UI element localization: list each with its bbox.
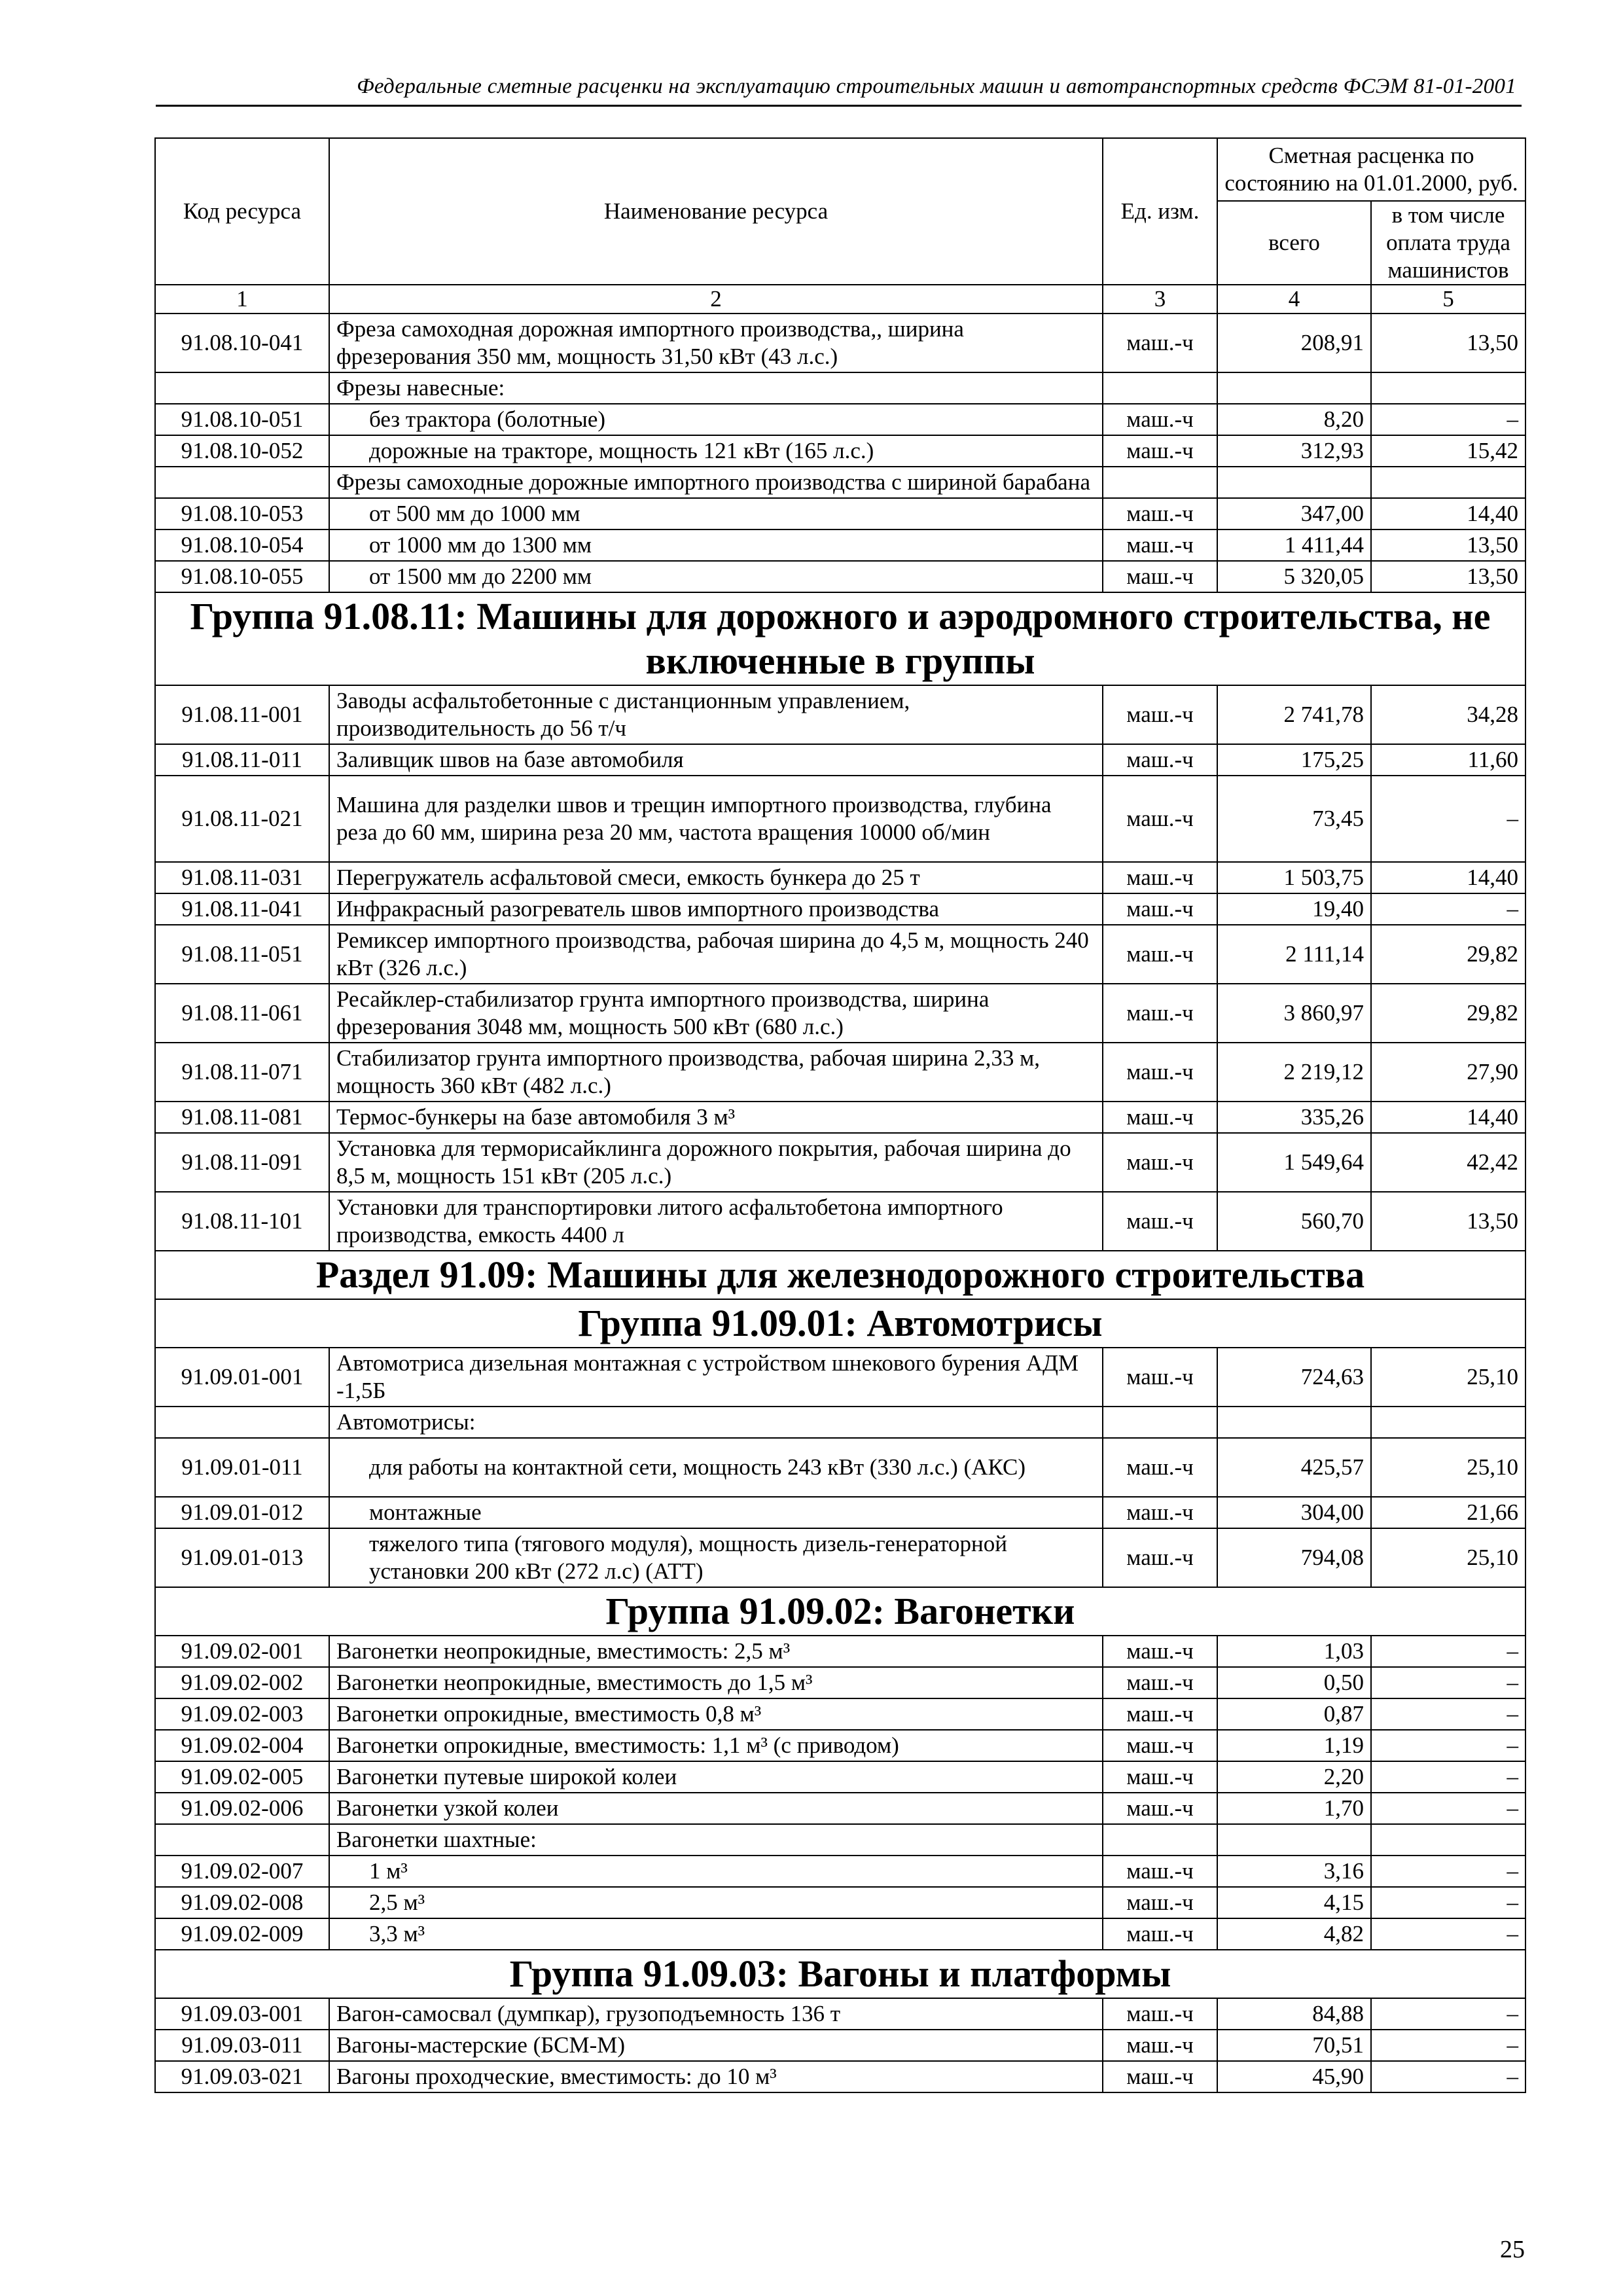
resource-code <box>155 1407 329 1438</box>
resource-code: 91.09.02-009 <box>155 1918 329 1950</box>
resource-code: 91.08.11-041 <box>155 893 329 925</box>
price-total: 312,93 <box>1217 435 1371 467</box>
resource-name: Вагонетки опрокидные, вместимость: 1,1 м³ (с приводом) <box>329 1730 1103 1761</box>
price-total: 2 111,14 <box>1217 925 1371 984</box>
price-labor: – <box>1371 1887 1525 1918</box>
resource-code: 91.09.03-001 <box>155 1998 329 2030</box>
resource-unit: маш.-ч <box>1103 1761 1217 1793</box>
price-labor: 13,50 <box>1371 529 1525 561</box>
resource-code: 91.09.02-006 <box>155 1793 329 1824</box>
table-row <box>155 498 1525 529</box>
price-labor: 34,28 <box>1371 685 1525 744</box>
resource-name: Установка для терморисайклинга дорожного покрытия, рабочая ширина до 8,5 м, мощность 151 кВт (205 л.с.) <box>329 1133 1103 1192</box>
price-labor: – <box>1371 893 1525 925</box>
price-total: 560,70 <box>1217 1192 1371 1251</box>
resource-unit: маш.-ч <box>1103 1438 1217 1497</box>
price-labor: – <box>1371 2030 1525 2061</box>
price-labor: 15,42 <box>1371 435 1525 467</box>
price-labor: 27,90 <box>1371 1043 1525 1102</box>
resource-unit <box>1103 1824 1217 1856</box>
table-row <box>155 893 1525 925</box>
table-row <box>155 529 1525 561</box>
resource-unit: маш.-ч <box>1103 1998 1217 2030</box>
price-labor: 13,50 <box>1371 1192 1525 1251</box>
price-labor: 13,50 <box>1371 561 1525 592</box>
resource-name: 3,3 м³ <box>329 1918 1103 1950</box>
column-number: 4 <box>1217 285 1371 314</box>
price-total: 1,70 <box>1217 1793 1371 1824</box>
resource-unit: маш.-ч <box>1103 498 1217 529</box>
price-labor: – <box>1371 404 1525 435</box>
group-heading: Группа 91.09.01: Автомотрисы <box>155 1299 1525 1348</box>
document-header-title: Федеральные сметные расценки на эксплуатацию строительных машин и автотранспортных средств ФСЭМ 81-01-2001 <box>357 75 1516 98</box>
resource-unit: маш.-ч <box>1103 1192 1217 1251</box>
resource-code <box>155 372 329 404</box>
header-price-group: Сметная расценка по состоянию на 01.01.2000, руб. <box>1217 138 1525 201</box>
group-heading: Раздел 91.09: Машины для железнодорожного строительства <box>155 1251 1525 1299</box>
price-labor: 11,60 <box>1371 744 1525 776</box>
group-heading-row <box>155 592 1525 685</box>
resource-unit: маш.-ч <box>1103 2061 1217 2092</box>
table-row <box>155 1998 1525 2030</box>
price-total <box>1217 1407 1371 1438</box>
resource-unit: маш.-ч <box>1103 561 1217 592</box>
table-row <box>155 1133 1525 1192</box>
price-total: 70,51 <box>1217 2030 1371 2061</box>
header-total: всего <box>1217 201 1371 285</box>
resource-code: 91.09.01-001 <box>155 1348 329 1407</box>
price-total: 4,15 <box>1217 1887 1371 1918</box>
table-row <box>155 314 1525 372</box>
resource-name: Инфракрасный разогреватель швов импортного производства <box>329 893 1103 925</box>
resource-unit: маш.-ч <box>1103 1636 1217 1667</box>
resource-name: Перегружатель асфальтовой смеси, емкость бункера до 25 т <box>329 862 1103 893</box>
price-labor: – <box>1371 1761 1525 1793</box>
table-row <box>155 404 1525 435</box>
resource-name: монтажные <box>329 1497 1103 1528</box>
header-name: Наименование ресурса <box>329 138 1103 285</box>
resource-name: 2,5 м³ <box>329 1887 1103 1918</box>
price-labor: 25,10 <box>1371 1348 1525 1407</box>
resource-unit: маш.-ч <box>1103 744 1217 776</box>
column-number: 1 <box>155 285 329 314</box>
table-row <box>155 1887 1525 1918</box>
header-code: Код ресурса <box>155 138 329 285</box>
price-total: 304,00 <box>1217 1497 1371 1528</box>
table-row <box>155 862 1525 893</box>
table-row <box>155 1043 1525 1102</box>
resource-code: 91.09.02-002 <box>155 1667 329 1698</box>
resource-name: от 500 мм до 1000 мм <box>329 498 1103 529</box>
price-total: 1,03 <box>1217 1636 1371 1667</box>
table-row <box>155 1667 1525 1698</box>
table-row <box>155 1918 1525 1950</box>
resource-code: 91.08.11-021 <box>155 776 329 862</box>
price-labor: – <box>1371 1998 1525 2030</box>
resource-unit <box>1103 1407 1217 1438</box>
price-total: 1 549,64 <box>1217 1133 1371 1192</box>
price-labor <box>1371 467 1525 498</box>
price-labor <box>1371 1407 1525 1438</box>
subheading-row <box>155 372 1525 404</box>
resource-code: 91.08.10-054 <box>155 529 329 561</box>
resource-unit: маш.-ч <box>1103 435 1217 467</box>
table-row <box>155 561 1525 592</box>
column-number: 5 <box>1371 285 1525 314</box>
price-labor: 29,82 <box>1371 984 1525 1043</box>
resource-unit: маш.-ч <box>1103 2030 1217 2061</box>
resource-code: 91.09.03-011 <box>155 2030 329 2061</box>
resource-name: Заводы асфальтобетонные с дистанционным управлением, производительность до 56 т/ч <box>329 685 1103 744</box>
table-row <box>155 1497 1525 1528</box>
resource-code: 91.08.10-041 <box>155 314 329 372</box>
price-total <box>1217 372 1371 404</box>
page-number: 25 <box>1500 2236 1525 2263</box>
resource-code: 91.09.01-012 <box>155 1497 329 1528</box>
price-labor: – <box>1371 776 1525 862</box>
resource-name: Ресайклер-стабилизатор грунта импортного производства, ширина фрезерования 3048 мм, мощность 500 кВт (680 л.с.) <box>329 984 1103 1043</box>
price-total: 8,20 <box>1217 404 1371 435</box>
price-labor: 42,42 <box>1371 1133 1525 1192</box>
resource-code: 91.08.11-031 <box>155 862 329 893</box>
price-labor: 25,10 <box>1371 1438 1525 1497</box>
resource-name: Вагоны-мастерские (БСМ-М) <box>329 2030 1103 2061</box>
resource-name: Вагонетки неопрокидные, вместимость до 1,5 м³ <box>329 1667 1103 1698</box>
resource-unit: маш.-ч <box>1103 1698 1217 1730</box>
resource-name: Ремиксер импортного производства, рабочая ширина до 4,5 м, мощность 240 кВт (326 л.с.) <box>329 925 1103 984</box>
price-labor: – <box>1371 2061 1525 2092</box>
table-row <box>155 1438 1525 1497</box>
resource-code: 91.09.02-005 <box>155 1761 329 1793</box>
resource-name: 1 м³ <box>329 1856 1103 1887</box>
group-heading-row <box>155 1950 1525 1998</box>
subheading-row <box>155 467 1525 498</box>
resource-name: Стабилизатор грунта импортного производства, рабочая ширина 2,33 м, мощность 360 кВт (482 л.с.) <box>329 1043 1103 1102</box>
header-rule <box>156 105 1522 107</box>
resource-name: Автомотриса дизельная монтажная с устройством шнекового бурения АДМ -1,5Б <box>329 1348 1103 1407</box>
price-total: 73,45 <box>1217 776 1371 862</box>
price-total: 425,57 <box>1217 1438 1371 1497</box>
resource-code: 91.08.11-061 <box>155 984 329 1043</box>
resource-name: Вагонетки неопрокидные, вместимость: 2,5 м³ <box>329 1636 1103 1667</box>
resource-unit: маш.-ч <box>1103 1856 1217 1887</box>
price-total: 2,20 <box>1217 1761 1371 1793</box>
table-row <box>155 984 1525 1043</box>
resource-code: 91.08.10-052 <box>155 435 329 467</box>
price-labor: – <box>1371 1698 1525 1730</box>
price-total: 2 741,78 <box>1217 685 1371 744</box>
resource-unit <box>1103 372 1217 404</box>
group-heading-row <box>155 1587 1525 1636</box>
resource-unit: маш.-ч <box>1103 925 1217 984</box>
price-labor: – <box>1371 1730 1525 1761</box>
price-total: 19,40 <box>1217 893 1371 925</box>
resource-name: Заливщик швов на базе автомобиля <box>329 744 1103 776</box>
rates-table <box>154 137 1526 2093</box>
resource-unit: маш.-ч <box>1103 776 1217 862</box>
table-row <box>155 744 1525 776</box>
resource-code: 91.08.11-001 <box>155 685 329 744</box>
resource-code: 91.08.11-091 <box>155 1133 329 1192</box>
group-heading: Группа 91.09.02: Вагонетки <box>155 1587 1525 1636</box>
price-labor: – <box>1371 1918 1525 1950</box>
table-header-row <box>155 138 1525 201</box>
group-heading-row <box>155 1251 1525 1299</box>
price-total: 0,87 <box>1217 1698 1371 1730</box>
price-total: 794,08 <box>1217 1528 1371 1587</box>
resource-unit: маш.-ч <box>1103 1528 1217 1587</box>
resource-name: Машина для разделки швов и трещин импортного производства, глубина реза до 60 мм, ширина реза 20 мм, частота вращения 10000 об/мин <box>329 776 1103 862</box>
column-number: 2 <box>329 285 1103 314</box>
price-labor: 14,40 <box>1371 1102 1525 1133</box>
price-labor: 14,40 <box>1371 862 1525 893</box>
resource-code: 91.09.02-001 <box>155 1636 329 1667</box>
table-row <box>155 1636 1525 1667</box>
resource-unit: маш.-ч <box>1103 1102 1217 1133</box>
resource-code: 91.09.02-003 <box>155 1698 329 1730</box>
price-total <box>1217 467 1371 498</box>
resource-name: Фрезы самоходные дорожные импортного производства с шириной барабана <box>329 467 1103 498</box>
resource-code: 91.09.03-021 <box>155 2061 329 2092</box>
column-number: 3 <box>1103 285 1217 314</box>
resource-code: 91.08.11-051 <box>155 925 329 984</box>
price-labor <box>1371 1824 1525 1856</box>
table-row <box>155 1856 1525 1887</box>
resource-unit: маш.-ч <box>1103 1918 1217 1950</box>
column-number-row <box>155 285 1525 314</box>
price-total: 208,91 <box>1217 314 1371 372</box>
table-row <box>155 776 1525 862</box>
resource-name: Автомотрисы: <box>329 1407 1103 1438</box>
resource-unit: маш.-ч <box>1103 1043 1217 1102</box>
price-total: 175,25 <box>1217 744 1371 776</box>
table-row <box>155 1348 1525 1407</box>
resource-unit: маш.-ч <box>1103 1730 1217 1761</box>
price-total: 347,00 <box>1217 498 1371 529</box>
price-total: 3,16 <box>1217 1856 1371 1887</box>
resource-name: дорожные на тракторе, мощность 121 кВт (165 л.с.) <box>329 435 1103 467</box>
group-heading: Группа 91.09.03: Вагоны и платформы <box>155 1950 1525 1998</box>
resource-name: без трактора (болотные) <box>329 404 1103 435</box>
table-row <box>155 435 1525 467</box>
group-heading-row <box>155 1299 1525 1348</box>
price-labor: – <box>1371 1667 1525 1698</box>
resource-name: Фреза самоходная дорожная импортного производства,, ширина фрезерования 350 мм, мощность 31,50 кВт (43 л.с.) <box>329 314 1103 372</box>
resource-unit <box>1103 467 1217 498</box>
table-row <box>155 1761 1525 1793</box>
resource-code: 91.08.11-081 <box>155 1102 329 1133</box>
table-row <box>155 925 1525 984</box>
resource-unit: маш.-ч <box>1103 984 1217 1043</box>
price-total: 3 860,97 <box>1217 984 1371 1043</box>
resource-name: от 1500 мм до 2200 мм <box>329 561 1103 592</box>
resource-unit: маш.-ч <box>1103 314 1217 372</box>
resource-unit: маш.-ч <box>1103 862 1217 893</box>
price-total: 1,19 <box>1217 1730 1371 1761</box>
resource-name: Вагон-самосвал (думпкар), грузоподъемность 136 т <box>329 1998 1103 2030</box>
resource-code: 91.08.11-071 <box>155 1043 329 1102</box>
table-row <box>155 2061 1525 2092</box>
resource-unit: маш.-ч <box>1103 1887 1217 1918</box>
subheading-row <box>155 1407 1525 1438</box>
price-labor: 21,66 <box>1371 1497 1525 1528</box>
resource-name: Установки для транспортировки литого асфальтобетона импортного производства, емкость 4400 л <box>329 1192 1103 1251</box>
resource-name: Вагонетки путевые широкой колеи <box>329 1761 1103 1793</box>
price-labor: – <box>1371 1636 1525 1667</box>
resource-name: Фрезы навесные: <box>329 372 1103 404</box>
resource-name: Термос-бункеры на базе автомобиля 3 м³ <box>329 1102 1103 1133</box>
resource-code <box>155 467 329 498</box>
resource-name: Вагонетки шахтные: <box>329 1824 1103 1856</box>
price-total: 335,26 <box>1217 1102 1371 1133</box>
table-row <box>155 1793 1525 1824</box>
price-labor: 25,10 <box>1371 1528 1525 1587</box>
resource-code: 91.09.02-004 <box>155 1730 329 1761</box>
price-labor <box>1371 372 1525 404</box>
resource-unit: маш.-ч <box>1103 404 1217 435</box>
resource-code: 91.08.11-011 <box>155 744 329 776</box>
price-labor: 14,40 <box>1371 498 1525 529</box>
header-unit: Ед. изм. <box>1103 138 1217 285</box>
resource-name: Вагонетки узкой колеи <box>329 1793 1103 1824</box>
resource-name: тяжелого типа (тягового модуля), мощность дизель-генераторной установки 200 кВт (272 л.с) (АТТ) <box>329 1528 1103 1587</box>
table-row <box>155 685 1525 744</box>
price-total: 0,50 <box>1217 1667 1371 1698</box>
price-total: 5 320,05 <box>1217 561 1371 592</box>
group-heading: Группа 91.08.11: Машины для дорожного и аэродромного строительства, не включенные в группы <box>155 592 1525 685</box>
resource-code <box>155 1824 329 1856</box>
table-row <box>155 1192 1525 1251</box>
resource-code: 91.08.10-051 <box>155 404 329 435</box>
price-labor: – <box>1371 1793 1525 1824</box>
table-row <box>155 1698 1525 1730</box>
resource-name: Вагонетки опрокидные, вместимость 0,8 м³ <box>329 1698 1103 1730</box>
resource-code: 91.08.10-053 <box>155 498 329 529</box>
resource-name: Вагоны проходческие, вместимость: до 10 м³ <box>329 2061 1103 2092</box>
price-total: 45,90 <box>1217 2061 1371 2092</box>
resource-unit: маш.-ч <box>1103 1793 1217 1824</box>
resource-code: 91.09.02-008 <box>155 1887 329 1918</box>
table-row <box>155 1102 1525 1133</box>
price-total <box>1217 1824 1371 1856</box>
price-total: 4,82 <box>1217 1918 1371 1950</box>
resource-name: для работы на контактной сети, мощность 243 кВт (330 л.с.) (АКС) <box>329 1438 1103 1497</box>
resource-unit: маш.-ч <box>1103 1497 1217 1528</box>
resource-code: 91.09.01-011 <box>155 1438 329 1497</box>
table-row <box>155 1730 1525 1761</box>
resource-code: 91.08.11-101 <box>155 1192 329 1251</box>
price-total: 1 503,75 <box>1217 862 1371 893</box>
resource-unit: маш.-ч <box>1103 685 1217 744</box>
table-row <box>155 1528 1525 1587</box>
resource-unit: маш.-ч <box>1103 1348 1217 1407</box>
header-labor: в том числе оплата труда машинистов <box>1371 201 1525 285</box>
price-labor: 29,82 <box>1371 925 1525 984</box>
subheading-row <box>155 1824 1525 1856</box>
price-total: 724,63 <box>1217 1348 1371 1407</box>
price-total: 2 219,12 <box>1217 1043 1371 1102</box>
price-total: 84,88 <box>1217 1998 1371 2030</box>
resource-unit: маш.-ч <box>1103 1667 1217 1698</box>
resource-name: от 1000 мм до 1300 мм <box>329 529 1103 561</box>
resource-unit: маш.-ч <box>1103 529 1217 561</box>
price-labor: 13,50 <box>1371 314 1525 372</box>
resource-unit: маш.-ч <box>1103 1133 1217 1192</box>
resource-code: 91.09.01-013 <box>155 1528 329 1587</box>
table-row <box>155 2030 1525 2061</box>
price-total: 1 411,44 <box>1217 529 1371 561</box>
resource-code: 91.09.02-007 <box>155 1856 329 1887</box>
price-labor: – <box>1371 1856 1525 1887</box>
resource-code: 91.08.10-055 <box>155 561 329 592</box>
resource-unit: маш.-ч <box>1103 893 1217 925</box>
